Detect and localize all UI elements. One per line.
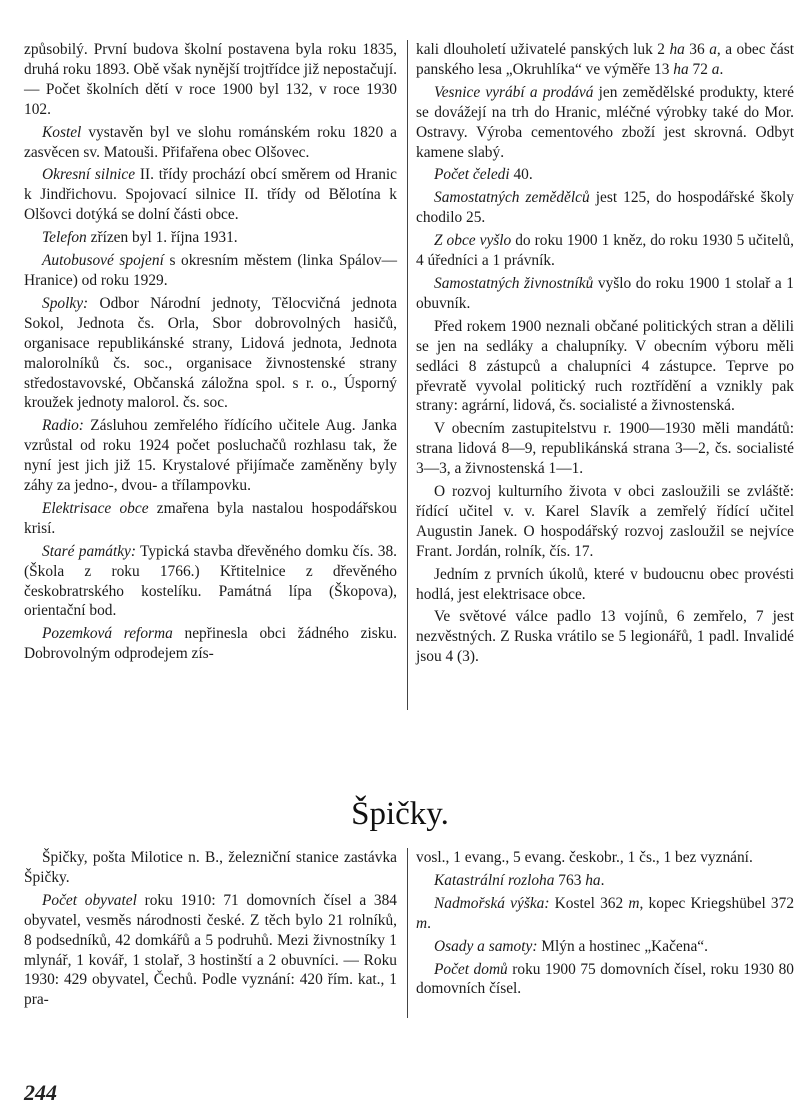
italic-term: Počet čeledi: [434, 166, 510, 184]
paragraph: [416, 317, 794, 417]
paragraph: [24, 40, 397, 120]
paragraph-text: , a obec část panského lesa „Okruhlíka“ ve výměře 13: [416, 41, 795, 78]
paragraph-text: 763: [554, 871, 586, 889]
paragraph-text: nepřinesla obci žádného zisku. Dobrovolným odprodejem zís-: [24, 625, 397, 663]
italic-term: m: [628, 894, 640, 912]
paragraph-text: kali dlouholetí uživatelé panských luk 2: [416, 41, 670, 58]
paragraph: [416, 482, 794, 562]
italic-term: m: [416, 914, 428, 932]
italic-term: Katastrální rozloha: [434, 871, 555, 889]
italic-term: Elektrisace obce: [42, 499, 149, 517]
paragraph: [24, 294, 397, 413]
paragraph-text: Jedním z prvních úkolů, které v budoucnu obec provésti hodlá, jest elektrisace obce.: [416, 565, 794, 603]
paragraph-text: vyšlo do roku 1900 1 stolař a 1 obuvník.: [416, 274, 794, 312]
column-divider-bottom: [407, 848, 408, 1018]
paragraph: [24, 848, 397, 888]
paragraph-text: Odbor Národní jednoty, Tělocvičná jednota Sokol, Jednota čs. Orla, Sbor dobrovolných hasičů, organisace republikánské strany, Lidová jednota, Jednota malorolníků čs. soc., organisace živnostenské strany středostavovské, Občanská záložna spol. s r. o., Úsporný kroužek jednoty malorol. čs. soc.: [24, 294, 397, 412]
paragraph-text: .: [427, 914, 431, 932]
italic-term: ha: [669, 41, 685, 58]
section-title: Špičky.: [351, 796, 449, 832]
italic-term: Staré památky:: [42, 542, 137, 560]
paragraph-text: , kopec Kriegshübel 372: [639, 894, 795, 912]
paragraph-text: 72: [688, 60, 712, 78]
italic-term: Pozemková reforma: [42, 625, 173, 643]
italic-term: Z obce vyšlo: [434, 232, 512, 250]
paragraph-text: zmařena byla nastalou hospodářskou krisí.: [24, 499, 397, 537]
paragraph-text: do roku 1900 1 kněz, do roku 1930 5 učitelů, 4 úředníci a 1 právník.: [416, 232, 794, 270]
paragraph: [416, 83, 794, 163]
paragraph-text: vystavěn byl ve slohu románském roku 1820 a zasvěcen sv. Matouši. Přifařena obec Olšovec.: [24, 123, 397, 161]
italic-term: a: [711, 60, 720, 78]
paragraph: [24, 228, 397, 248]
paragraph: [24, 499, 397, 539]
italic-term: Nadmořská výška:: [434, 894, 550, 912]
paragraph: [416, 274, 794, 314]
paragraph: [24, 416, 397, 496]
paragraph: [416, 165, 794, 185]
paragraph-text: II. třídy prochází obcí směrem od Hranic k Jindřichovu. Spojovací silnice II. třídy od Bělotína k Olšovci dotýká se dolní části obce.: [24, 166, 397, 224]
paragraph-text: roku 1900 75 domovních čísel, roku 1930 80 domovních čísel.: [416, 960, 794, 998]
paragraph-text: vosl., 1 evang., 5 evang. českobr., 1 čs., 1 bez vyznání.: [416, 849, 753, 866]
paragraph: [24, 891, 397, 1010]
paragraph-text: Zásluhou zemřelého řídícího učitele Aug. Janka vzrůstal od roku 1924 počet posluchačů rozhlasu tak, že nyní jest jich již 15. Krystalové přijímače zaměněny byly záhy za jedno-, dvou- a třílampovku.: [24, 417, 397, 495]
paragraph: [416, 960, 794, 1000]
paragraph-text: Před rokem 1900 neznali občané politických stran a dělili se jen na sedláky a chalupníky. V obecním výboru měli sedláci 8 zástupců a chalupníci 4 zástupce. Teprve po převratě vyvolal politický ruch roztřídění a vznikly pak strany: agrární, lidová, čs. socialisté a živnostenská.: [416, 317, 794, 415]
paragraph: [416, 937, 794, 957]
italic-term: Telefon: [42, 229, 87, 247]
paragraph-text: Ve světové válce padlo 13 vojínů, 6 zemřelo, 7 jest nezvěstných. Z Ruska vrátilo se 5 legionářů, 1 padl. Invalidé jsou 4 (3).: [416, 608, 794, 666]
paragraph-text: V obecním zastupitelstvu r. 1900—1930 měli mandátů: strana lidová 8—9, republikánská strana 3—2, čs. socialisté 3—3, a živnostenská 1—1.: [416, 420, 794, 478]
italic-term: ha: [585, 871, 601, 889]
paragraph-text: Špičky, pošta Milotice n. B., železniční stanice zastávka Špičky.: [24, 849, 397, 886]
italic-term: a: [709, 41, 717, 58]
italic-term: ha: [673, 60, 689, 78]
paragraph: [24, 624, 397, 664]
italic-term: Kostel: [42, 123, 82, 141]
paragraph: [416, 848, 794, 868]
paragraph-text: zřízen byl 1. října 1931.: [86, 229, 238, 247]
paragraph-text: jen zemědělské produkty, které se dovážejí na trh do Hranic, mléčné výrobky také do Mor. Ostravy. Výroba cementového zboží jest skrovná. Odbyt kamene slabý.: [416, 83, 794, 161]
paragraph-text: s okresním městem (linka Spálov—Hranice) od roku 1929.: [24, 252, 397, 289]
paragraph: [416, 231, 794, 271]
paragraph-text: 40.: [509, 166, 533, 184]
paragraph-text: .: [719, 60, 724, 78]
italic-term: Radio:: [42, 417, 84, 435]
paragraph-text: .: [600, 871, 605, 889]
paragraph: [416, 188, 794, 228]
paragraph-text: 36: [684, 41, 710, 58]
paragraph-text: roku 1910: 71 domovních čísel a 384 obyvatel, vesměs národnosti české. Z těch bylo 21 rolníků, 8 podsedníků, 42 domkářů a 5 podruhů. Mezi živnostníky 1 mlynář, 1 kovář, 1 stolař, 3 hostinští a 2 obuvníci. — Roku 1930: 429 obyvatel, Čechů. Podle vyznání: 420 řím. kat., 1 pra-: [24, 891, 397, 1009]
paragraph: [24, 251, 397, 291]
paragraph-text: O rozvoj kulturního života v obci zasloužili se zvláště: řídící učitel v. v. Karel Slavík a zemřelý řídící učitel Augustin Janek. O hospodářský rozvoj zasloužil se nejvíce Frant. Jordán, rolník, čís. 17.: [416, 483, 794, 560]
paragraph: [24, 123, 397, 163]
italic-term: Okresní silnice: [42, 166, 136, 184]
italic-term: Vesnice vyrábí a prodává: [434, 83, 594, 101]
paragraph-text: způsobilý. První budova školní postavena byla roku 1835, druhá roku 1893. Obě však nynější trojtřídce již nepostačují. — Počet školních dětí v roce 1900 byl 132, v roce 1930 102.: [24, 41, 397, 118]
page-number: 244: [24, 1080, 57, 1105]
paragraph: [416, 419, 794, 479]
paragraph-text: Mlýn a hostinec „Kačena“.: [537, 937, 708, 955]
italic-term: Samostatných živnostníků: [434, 274, 594, 292]
paragraph: [24, 165, 397, 225]
italic-term: Autobusové spojení: [42, 252, 164, 270]
bottom-right-column: [416, 848, 794, 999]
paragraph-text: Kostel 362: [549, 894, 629, 912]
paragraph: [416, 871, 794, 891]
column-divider-top: [407, 40, 408, 710]
italic-term: Spolky:: [42, 294, 89, 312]
italic-term: Osady a samoty:: [434, 937, 538, 955]
paragraph-text: Typická stavba dřevěného domku čís. 38. (Škola z roku 1766.) Křtitelnice z dřevěného českobratrského kostelíku. Památná lípa (Škopova), orientační bod.: [24, 542, 397, 620]
paragraph: [416, 607, 794, 667]
paragraph: [416, 894, 794, 934]
italic-term: Samostatných zemědělců: [434, 189, 590, 207]
paragraph: [416, 565, 794, 605]
paragraph: [24, 542, 397, 622]
italic-term: Počet domů: [434, 960, 508, 978]
italic-term: Počet obyvatel: [42, 891, 137, 909]
bottom-left-column: [24, 848, 397, 1010]
top-left-column: [24, 40, 397, 664]
paragraph: [416, 40, 794, 80]
top-right-column: [416, 40, 794, 667]
paragraph-text: jest 125, do hospodářské školy chodilo 25.: [416, 189, 794, 227]
